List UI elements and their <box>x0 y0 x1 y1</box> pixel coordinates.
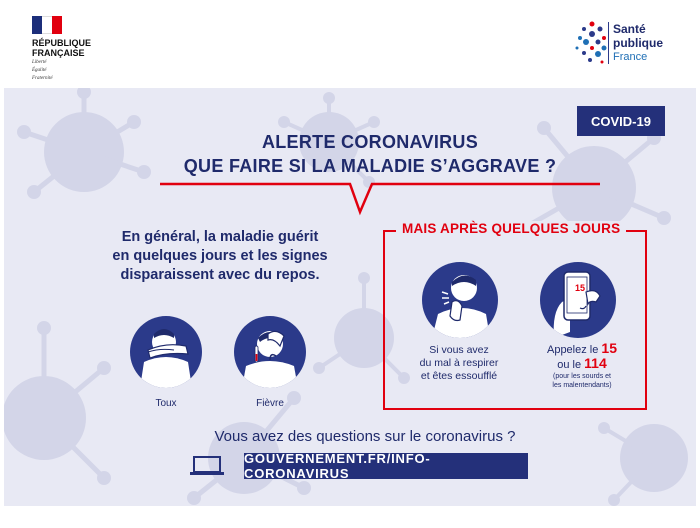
call-number-15: 15 <box>601 340 617 356</box>
speech-bubble-underline <box>160 174 600 218</box>
motto-fraternite: Fraternité <box>32 76 53 81</box>
republique-line1: RÉPUBLIQUE <box>32 38 92 48</box>
covid-badge: COVID-19 <box>577 106 665 136</box>
virus-decoration-icon <box>4 308 114 506</box>
spf-dots-icon <box>574 20 610 68</box>
breath-text <box>404 344 514 383</box>
symptom-label-cough: Toux <box>155 398 177 409</box>
title-block <box>150 130 590 178</box>
general-line1: En général, la maladie guérit <box>121 229 319 245</box>
title-line1: ALERTE CORONAVIRUS <box>261 132 479 152</box>
laptop-icon <box>190 456 224 476</box>
symptom-label-fever: Fièvre <box>256 398 284 409</box>
question-text: Vous avez des questions sur le coronavirus ? <box>214 428 516 445</box>
motto-egalite: Égalité <box>32 68 47 73</box>
cough-icon <box>130 316 202 388</box>
phone-call-icon <box>540 262 616 338</box>
republique-francaise-logo <box>32 16 112 82</box>
info-url-link[interactable]: GOUVERNEMENT.FR/INFO-CORONAVIRUS <box>244 453 528 479</box>
french-flag-icon <box>32 16 62 34</box>
spf-line3: France <box>613 51 648 63</box>
breathing-difficulty-icon <box>422 262 498 338</box>
fever-icon <box>234 316 306 388</box>
general-line3: disparaissent avec du repos. <box>120 267 320 283</box>
warning-title: MAIS APRÈS QUELQUES JOURS <box>396 221 626 236</box>
call-note-line2: les malentendants) <box>552 382 612 389</box>
breath-line1: Si vous avez <box>429 344 489 356</box>
title-line2: QUE FAIRE SI LA MALADIE S’AGGRAVE ? <box>183 156 557 176</box>
call-text <box>524 342 640 390</box>
call-number-114: 114 <box>584 355 607 371</box>
general-line2: en quelques jours et les signes <box>112 248 328 264</box>
general-info <box>82 228 358 285</box>
call-pre2: ou le <box>557 359 582 371</box>
breath-line3: et êtes essoufflé <box>420 370 498 382</box>
spf-text <box>608 22 663 64</box>
republique-line2: FRANÇAISE <box>32 48 85 58</box>
call-note-line1: (pour les sourds et <box>553 373 611 380</box>
call-pre1: Appelez le <box>546 344 599 356</box>
motto-liberte: Liberté <box>32 60 47 65</box>
spf-line2: publique <box>613 36 663 50</box>
header <box>0 0 700 88</box>
phone-screen-number: 15 <box>574 283 585 293</box>
sante-publique-france-logo <box>574 18 684 74</box>
spf-line1: Santé <box>613 22 646 36</box>
breath-line2: du mal à respirer <box>419 357 499 369</box>
virus-decoration-icon <box>4 88 164 222</box>
